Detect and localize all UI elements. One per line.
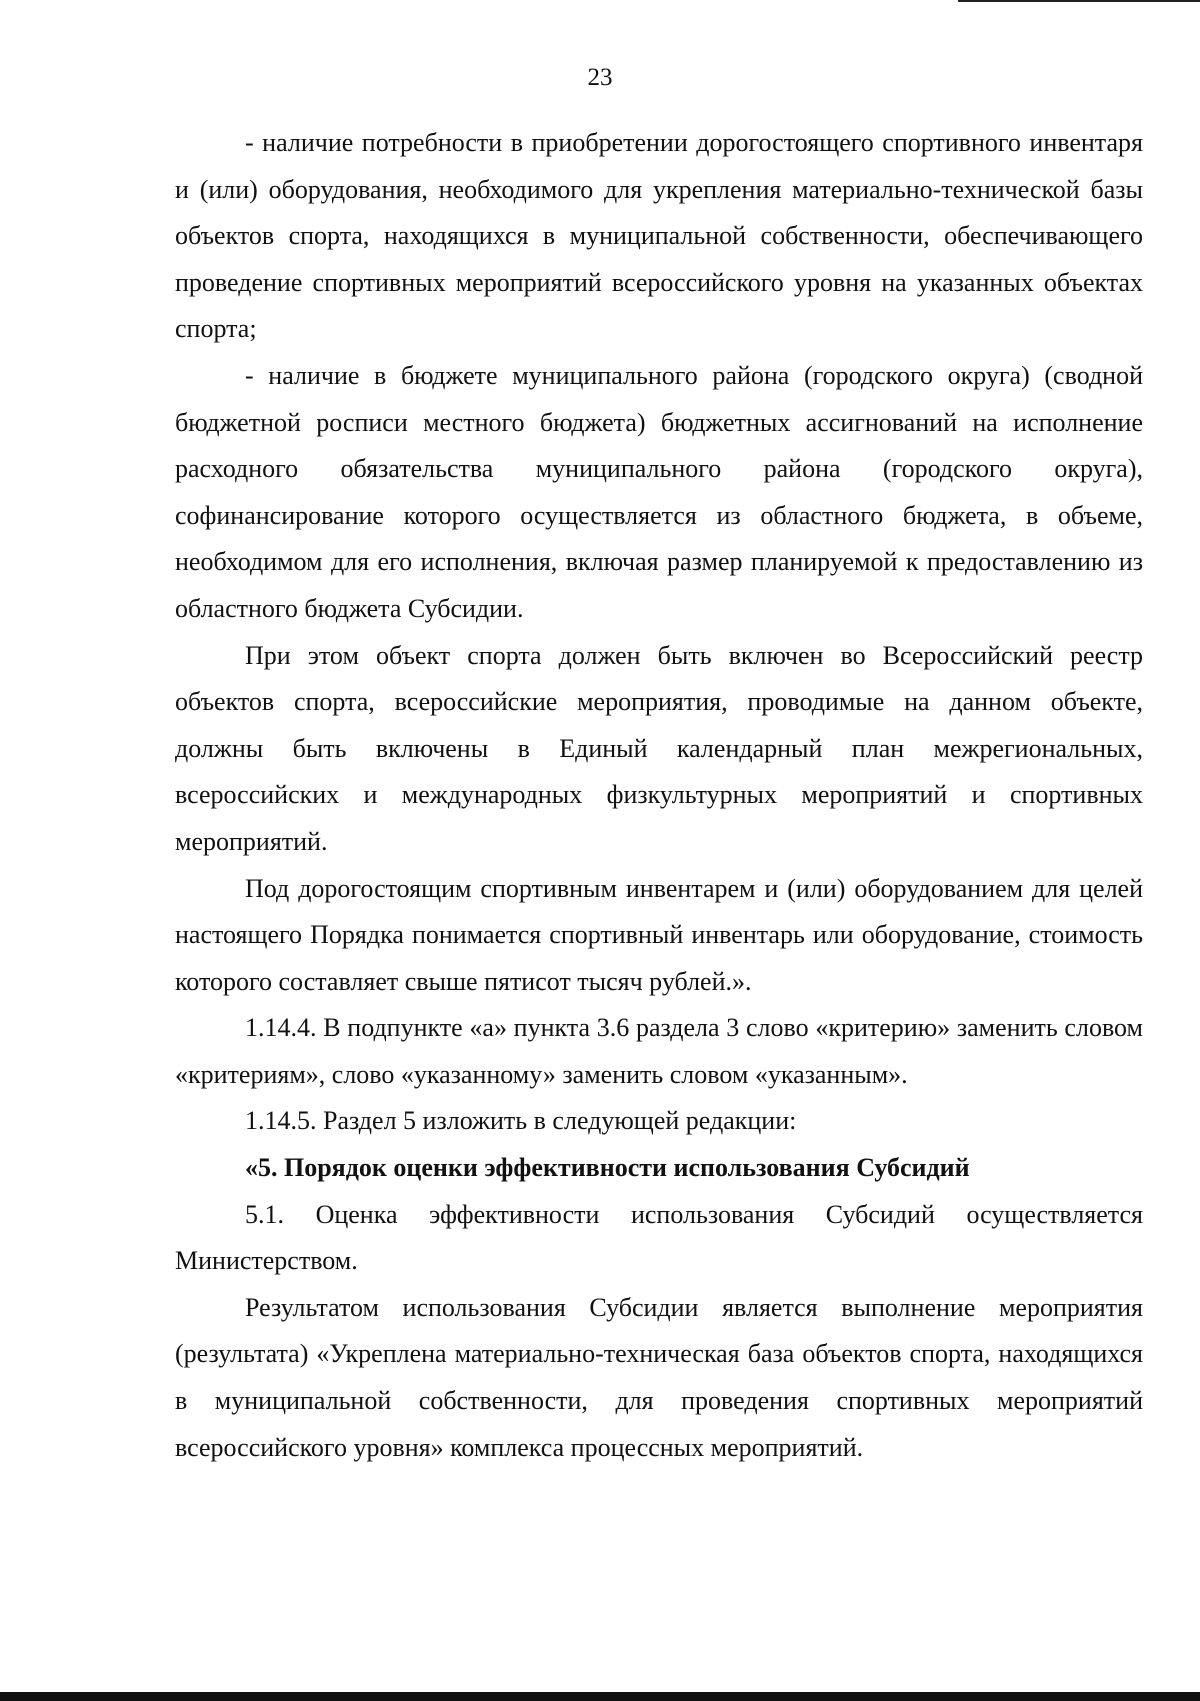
document-body [175,120,1143,1471]
paragraph-registry-requirement: При этом объект спорта должен быть включен во Всероссийский реестр объектов спорта, всероссийские мероприятия, проводимые на данном объекте, должны быть включены в Единый календарный план межрегиональных, всероссийских и международных физкультурных мероприятий и спортивных мероприятий. [175,640,1143,856]
paragraph-amendment-1-14-4: 1.14.4. В подпункте «а» пункта 3.6 раздела 3 слово «критерию» заменить словом «критериям», слово «указанному» заменить словом «указанным». [175,1013,1143,1089]
paragraph-5-1: 5.1. Оценка эффективности использования Субсидий осуществляется Министерством. [175,1199,1143,1276]
paragraph-budget-allocations: - наличие в бюджете муниципального района (городского округа) (сводной бюджетной росписи местного бюджета) бюджетных ассигнований на исполнение расходного обязательства муниципального района (городского округа), софинансирование которого осуществляется из областного бюджета, в объеме, необходимом для его исполнения, включая размер планируемой к предоставлению из областного бюджета Субсидии. [175,360,1143,623]
paragraph-amendment-1-14-5: 1.14.5. Раздел 5 изложить в следующей редакции: [245,1106,797,1136]
paragraph-subsidy-result: Результатом использования Субсидии является выполнение мероприятия (результата) «Укреплена материально-техническая база объектов спорта, находящихся в муниципальной собственности, для проведения спортивных мероприятий всероссийского уровня» комплекса процессных мероприятий. [175,1292,1143,1462]
scan-edge-line [958,0,1200,2]
paragraph-need-equipment: - наличие потребности в приобретении дорогостоящего спортивного инвентаря и (или) оборудования, необходимого для укрепления материально-технической базы объектов спорта, находящихся в муниципальной собственности, обеспечивающего проведение спортивных мероприятий всероссийского уровня на указанных объектах спорта; [175,128,1143,344]
page-number: 23 [587,64,613,91]
section-heading: «5. Порядок оценки эффективности использования Субсидий [245,1153,970,1183]
scan-bottom-bar [0,1692,1200,1701]
paragraph-expensive-equipment-definition: Под дорогостоящим спортивным инвентарем и (или) оборудованием для целей настоящего Порядка понимается спортивный инвентарь или оборудование, стоимость которого составляет свыше пятисот тысяч рублей.». [175,873,1143,996]
